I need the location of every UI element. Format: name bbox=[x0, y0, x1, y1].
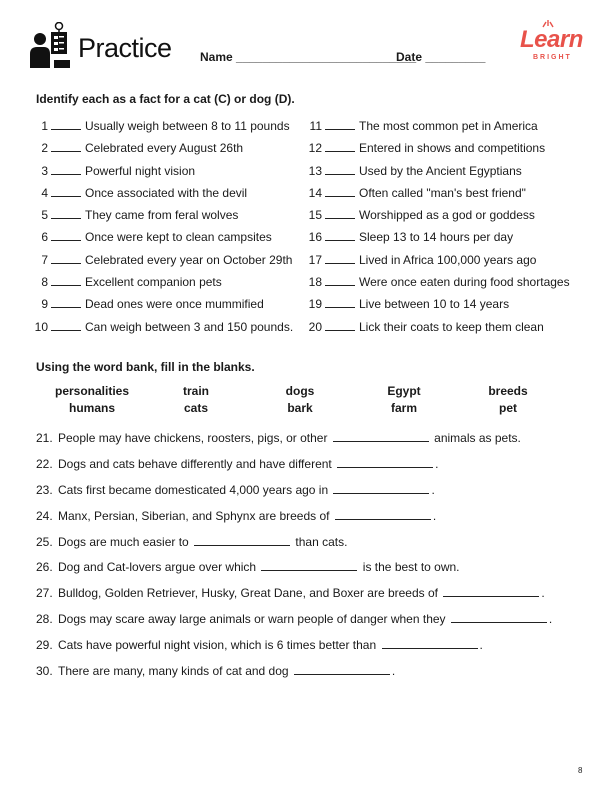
fact-text: They came from feral wolves bbox=[85, 208, 239, 223]
answer-blank[interactable] bbox=[325, 274, 355, 286]
fill-question bbox=[36, 482, 552, 508]
fact-item bbox=[32, 229, 293, 251]
fact-item bbox=[32, 274, 293, 296]
answer-blank[interactable] bbox=[194, 534, 290, 546]
fact-item bbox=[306, 207, 570, 229]
fill-question bbox=[36, 663, 552, 689]
question-text-after: animals as pets. bbox=[434, 431, 521, 445]
fact-text: Can weigh between 3 and 150 pounds. bbox=[85, 319, 294, 334]
question-number: 26. bbox=[36, 560, 53, 575]
word-bank-word: personalities bbox=[54, 384, 130, 398]
word-bank-word: farm bbox=[390, 401, 417, 415]
answer-blank[interactable] bbox=[325, 140, 355, 152]
item-number: 20 bbox=[308, 319, 322, 334]
fill-question bbox=[36, 456, 552, 482]
question-text-after: . bbox=[432, 508, 437, 523]
answer-blank[interactable] bbox=[51, 163, 81, 175]
fact-text: The most common pet in America bbox=[359, 119, 538, 133]
fact-text: Excellent companion pets bbox=[85, 275, 222, 290]
answer-blank[interactable] bbox=[261, 559, 357, 571]
section1-instruction: Identify each as a fact for a cat (C) or dog (D). bbox=[36, 92, 295, 106]
fact-text: Lived in Africa 100,000 years ago bbox=[359, 252, 537, 267]
fact-item bbox=[32, 118, 293, 140]
answer-blank[interactable] bbox=[443, 585, 539, 597]
item-number: 8 bbox=[41, 275, 48, 290]
item-number: 18 bbox=[308, 275, 322, 290]
question-number: 25. bbox=[36, 534, 53, 549]
item-number: 5 bbox=[41, 208, 48, 223]
fact-text: Used by the Ancient Egyptians bbox=[359, 163, 522, 178]
answer-blank[interactable] bbox=[51, 252, 81, 264]
question-text-after: . bbox=[435, 456, 439, 471]
fact-text: Once associated with the devil bbox=[85, 185, 248, 200]
question-text-before: Cats first became domesticated 4,000 years ago in bbox=[58, 482, 329, 497]
answer-blank[interactable] bbox=[51, 296, 81, 308]
answer-blank[interactable] bbox=[51, 229, 81, 241]
fact-text: Live between 10 to 14 years bbox=[359, 297, 510, 312]
logo-subtitle: BRIGHT bbox=[533, 54, 572, 61]
fact-list-right bbox=[306, 118, 570, 341]
fill-question bbox=[36, 508, 552, 534]
page-number: 8 bbox=[578, 766, 583, 775]
word-bank-word: bark bbox=[287, 401, 313, 415]
fact-item bbox=[32, 319, 293, 341]
word-bank-row bbox=[40, 401, 560, 418]
fact-item bbox=[32, 252, 293, 274]
fill-question bbox=[36, 585, 552, 611]
fill-question bbox=[36, 611, 552, 637]
item-number: 11 bbox=[309, 119, 322, 133]
question-number: 29. bbox=[36, 638, 53, 653]
fact-text: Worshipped as a god or goddess bbox=[359, 208, 535, 223]
fact-item bbox=[306, 252, 570, 274]
learn-bright-logo bbox=[520, 20, 590, 64]
answer-blank[interactable] bbox=[325, 229, 355, 241]
question-text-before: Dogs may scare away large animals or warn people of danger when they bbox=[58, 612, 446, 627]
fact-text: Once were kept to clean campsites bbox=[85, 230, 272, 245]
fact-item bbox=[306, 185, 570, 207]
logo-wordmark: Learn bbox=[520, 26, 583, 53]
question-number: 27. bbox=[36, 586, 53, 601]
fact-item bbox=[306, 296, 570, 318]
fact-text: Were once eaten during food shortages bbox=[359, 275, 570, 290]
fact-list-left bbox=[32, 118, 293, 341]
item-number: 2 bbox=[41, 141, 48, 156]
answer-blank[interactable] bbox=[51, 140, 81, 152]
word-bank-word: cats bbox=[183, 401, 209, 415]
question-text-before: Cats have powerful night vision, which is 6 times better than bbox=[58, 638, 377, 653]
answer-blank[interactable] bbox=[325, 185, 355, 197]
question-text-after: . bbox=[541, 586, 545, 601]
question-text-after: . bbox=[548, 612, 553, 627]
question-text-before: Dogs and cats behave differently and have different bbox=[58, 456, 332, 471]
item-number: 12 bbox=[308, 141, 322, 156]
fact-text: Lick their coats to keep them clean bbox=[359, 319, 544, 334]
fill-question bbox=[36, 534, 552, 560]
fact-text: Entered in shows and competitions bbox=[359, 141, 546, 156]
answer-blank[interactable] bbox=[333, 482, 429, 494]
answer-blank[interactable] bbox=[325, 163, 355, 175]
question-number: 28. bbox=[36, 612, 53, 627]
question-text-before: Manx, Persian, Siberian, and Sphynx are breeds of bbox=[58, 508, 330, 523]
page-header bbox=[28, 20, 588, 72]
question-number: 23. bbox=[36, 482, 53, 497]
fact-text: Dead ones were once mummified bbox=[85, 297, 264, 312]
section2-instruction: Using the word bank, fill in the blanks. bbox=[36, 360, 255, 374]
item-number: 6 bbox=[41, 230, 48, 245]
fact-text: Sleep 13 to 14 hours per day bbox=[359, 230, 514, 245]
item-number: 3 bbox=[41, 163, 48, 178]
question-text-before: Dogs are much easier to bbox=[58, 534, 189, 549]
fact-item bbox=[306, 319, 570, 341]
item-number: 14 bbox=[308, 185, 322, 200]
answer-blank[interactable] bbox=[325, 207, 355, 219]
answer-blank[interactable] bbox=[294, 663, 390, 675]
fact-text: Celebrated every year on October 29th bbox=[85, 252, 293, 267]
answer-blank[interactable] bbox=[325, 296, 355, 308]
item-number: 4 bbox=[41, 185, 48, 200]
answer-blank[interactable] bbox=[335, 508, 431, 520]
question-number: 24. bbox=[36, 508, 53, 523]
item-number: 17 bbox=[308, 252, 322, 267]
item-number: 7 bbox=[41, 252, 48, 267]
question-text-after: . bbox=[431, 482, 435, 497]
item-number: 13 bbox=[308, 163, 322, 178]
question-text-after: . bbox=[391, 664, 396, 679]
fact-item bbox=[32, 185, 293, 207]
answer-blank[interactable] bbox=[51, 207, 81, 219]
fact-item bbox=[306, 163, 570, 185]
question-number: 30. bbox=[36, 664, 53, 679]
answer-blank[interactable] bbox=[337, 456, 433, 468]
fact-text: Usually weigh between 8 to 11 pounds bbox=[85, 119, 290, 133]
answer-blank[interactable] bbox=[51, 319, 81, 331]
word-bank-word: Egypt bbox=[387, 384, 421, 398]
answer-blank[interactable] bbox=[325, 118, 355, 130]
fact-item bbox=[306, 229, 570, 251]
question-text-after: than cats. bbox=[295, 534, 348, 549]
word-bank-word: dogs bbox=[285, 384, 315, 398]
question-text-after: is the best to own. bbox=[362, 560, 460, 575]
fact-item bbox=[32, 140, 293, 162]
fill-in-questions bbox=[36, 430, 552, 689]
item-number: 9 bbox=[41, 297, 48, 312]
fact-item bbox=[32, 207, 293, 229]
word-bank bbox=[40, 384, 560, 418]
question-text-before: Dog and Cat-lovers argue over which bbox=[58, 560, 257, 575]
word-bank-word: humans bbox=[68, 401, 115, 415]
teacher-board-icon bbox=[28, 22, 72, 70]
answer-blank[interactable] bbox=[325, 252, 355, 264]
fill-question bbox=[36, 559, 552, 585]
answer-blank[interactable] bbox=[51, 185, 81, 197]
fill-question bbox=[36, 637, 552, 663]
question-text-before: There are many, many kinds of cat and dog bbox=[58, 664, 289, 679]
word-bank-word: breeds bbox=[488, 384, 528, 398]
question-text-before: People may have chickens, roosters, pigs, or other bbox=[58, 431, 328, 445]
answer-blank[interactable] bbox=[325, 319, 355, 331]
fact-item bbox=[32, 296, 293, 318]
fill-question bbox=[36, 430, 552, 456]
word-bank-word: pet bbox=[499, 401, 517, 415]
fact-item bbox=[306, 274, 570, 296]
name-field[interactable]: Name ___________________________ bbox=[200, 50, 417, 64]
fact-item bbox=[306, 118, 570, 140]
date-field[interactable]: Date _________ bbox=[396, 50, 486, 64]
item-number: 16 bbox=[308, 230, 322, 245]
answer-blank[interactable] bbox=[382, 637, 478, 649]
answer-blank[interactable] bbox=[51, 118, 81, 130]
item-number: 15 bbox=[308, 208, 322, 223]
answer-blank[interactable] bbox=[451, 611, 547, 623]
item-number: 19 bbox=[308, 297, 322, 312]
question-number: 21. bbox=[36, 431, 53, 445]
fact-item bbox=[306, 140, 570, 162]
word-bank-word: train bbox=[182, 384, 209, 398]
fact-text: Often called "man's best friend" bbox=[359, 185, 526, 200]
question-text-after: . bbox=[479, 638, 483, 653]
answer-blank[interactable] bbox=[51, 274, 81, 286]
fact-item bbox=[32, 163, 293, 185]
item-number: 10 bbox=[34, 319, 48, 334]
item-number: 1 bbox=[41, 119, 48, 133]
fact-text: Powerful night vision bbox=[85, 163, 196, 178]
page-title: Practice bbox=[78, 33, 172, 63]
question-text-before: Bulldog, Golden Retriever, Husky, Great Dane, and Boxer are breeds of bbox=[58, 586, 438, 601]
fact-text: Celebrated every August 26th bbox=[85, 141, 244, 156]
answer-blank[interactable] bbox=[333, 430, 429, 442]
word-bank-row bbox=[40, 384, 560, 401]
question-number: 22. bbox=[36, 456, 53, 471]
